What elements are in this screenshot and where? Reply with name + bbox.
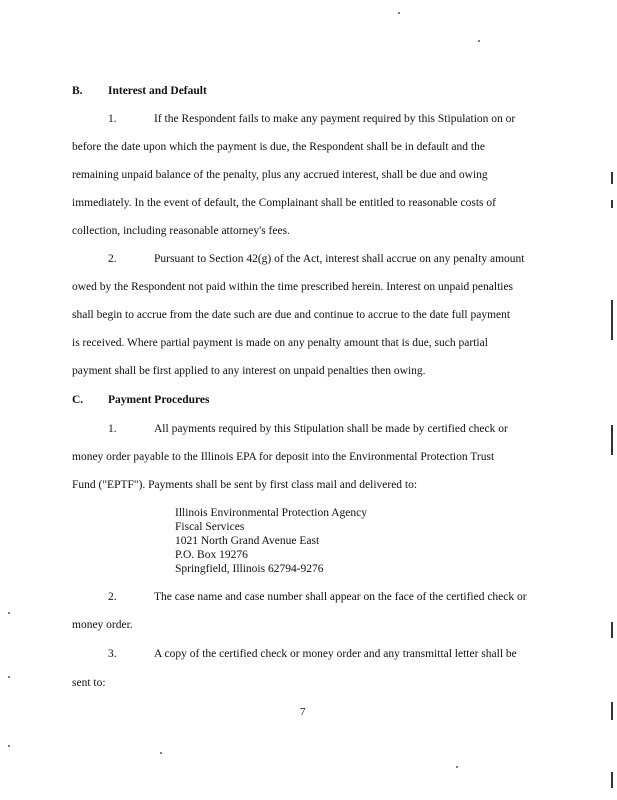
b2-line-2: owed by the Respondent not paid within the time prescribed herein. Interest on unpaid penalties: [72, 281, 514, 293]
c1-line-3: Fund ("EPTF"). Payments shall be sent by first class mail and delivered to:: [72, 479, 418, 491]
c2-number: 2.: [108, 591, 117, 603]
c1-number: 1.: [108, 423, 117, 435]
c2-line-2: money order.: [72, 619, 133, 631]
b1-number: 1.: [108, 113, 117, 125]
scan-mark: [611, 702, 613, 720]
b2-number: 2.: [108, 253, 117, 265]
address-line-3: 1021 North Grand Avenue East: [175, 535, 320, 547]
scan-speck: [456, 766, 458, 768]
section-b-letter: B.: [72, 85, 83, 97]
page-number: 7: [300, 706, 306, 718]
section-c-letter: C.: [72, 394, 84, 406]
section-c-title: Payment Procedures: [108, 394, 210, 406]
scan-mark: [611, 772, 613, 788]
scan-speck: [398, 12, 400, 14]
c2-line-1: 2. The case name and case number shall appear on the face of the certified check or: [108, 591, 527, 603]
c1-line-1: 1. All payments required by this Stipulation shall be made by certified check or: [108, 423, 508, 435]
b1-line-5: collection, including reasonable attorney's fees.: [72, 225, 290, 237]
b2-line-3: shall begin to accrue from the date such are due and continue to accrue to the date full payment: [72, 309, 511, 321]
c3-number: 3.: [108, 648, 117, 660]
section-c-heading: [72, 393, 542, 407]
scan-mark: [611, 425, 613, 455]
scan-speck: [478, 40, 480, 42]
c3-line-1: 3. A copy of the certified check or money order and any transmittal letter shall be: [108, 648, 517, 660]
scan-mark: [611, 300, 613, 340]
scan-mark: [611, 200, 613, 208]
b2-line-4: is received. Where partial payment is made on any penalty amount that is due, such partial: [72, 337, 488, 349]
section-b-title: Interest and Default: [108, 85, 207, 97]
address-line-2: Fiscal Services: [175, 521, 245, 533]
scan-mark: [611, 172, 613, 184]
address-line-5: Springfield, Illinois 62794-9276: [175, 563, 324, 575]
b2-line-1: 2. Pursuant to Section 42(g) of the Act, interest shall accrue on any penalty amount: [108, 253, 525, 265]
scan-speck: [160, 752, 162, 754]
b1-line-4: immediately. In the event of default, the Complainant shall be entitled to reasonable costs of: [72, 197, 496, 209]
scan-speck: [8, 745, 10, 747]
address-line-4: P.O. Box 19276: [175, 549, 248, 561]
address-line-1: Illinois Environmental Protection Agency: [175, 507, 367, 519]
c3-line-2: sent to:: [72, 677, 106, 689]
section-b-heading: [72, 84, 542, 98]
b2-line-5: payment shall be first applied to any interest on unpaid penalties then owing.: [72, 365, 426, 377]
b1-line-3: remaining unpaid balance of the penalty, plus any accrued interest, shall be due and owing: [72, 169, 488, 181]
b1-line-1: 1. If the Respondent fails to make any payment required by this Stipulation on or: [108, 113, 516, 125]
scan-mark: [611, 622, 613, 638]
scan-speck: [8, 612, 10, 614]
b1-line-2: before the date upon which the payment is due, the Respondent shall be in default and the: [72, 141, 485, 153]
scan-speck: [8, 676, 10, 678]
c1-line-2: money order payable to the Illinois EPA for deposit into the Environmental Protection Trust: [72, 451, 495, 463]
